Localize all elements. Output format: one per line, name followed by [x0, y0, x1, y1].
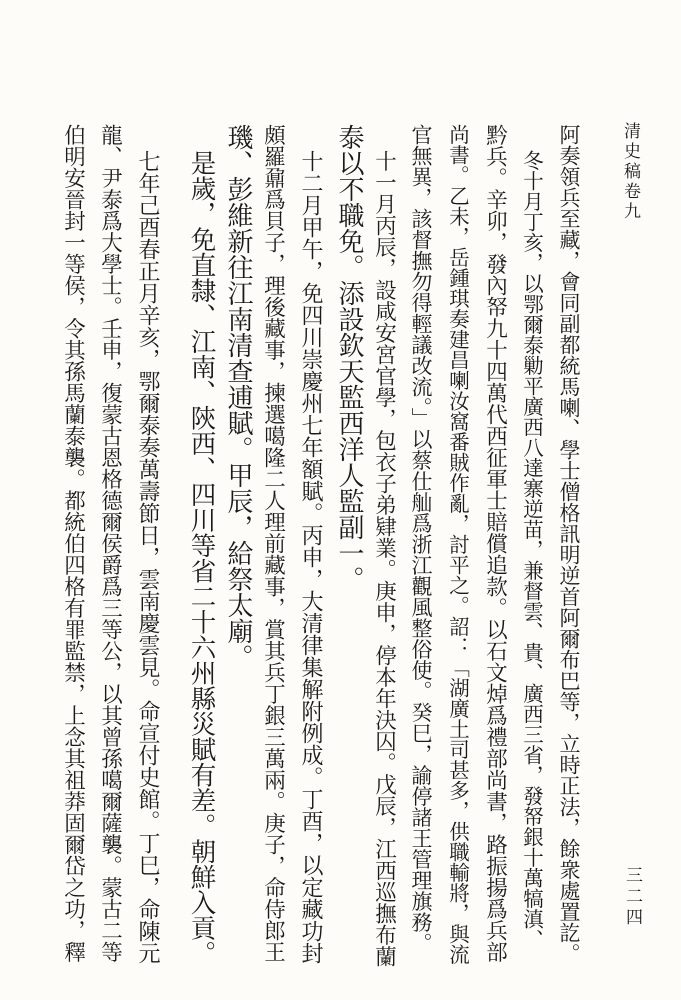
- text-column-11: 是歲，免直隸、江南、陝西、四川等省二十六州縣災賦有差。朝鮮入貢。: [186, 150, 217, 966]
- text-column-12: 七年己酉春正月辛亥，鄂爾泰奏萬壽節日，雲南慶雲見。命宣付史館。丁巳，命陳元: [135, 150, 160, 964]
- book-title: 清史稿卷九: [620, 122, 640, 222]
- page-number: 三二四: [622, 866, 642, 929]
- text-column-6: 十一月丙辰，設咸安宮官學，包衣子弟肄業。庚申，停本年決囚。戊辰，江西巡撫布蘭: [371, 150, 397, 967]
- text-column-2: 冬十月丁亥，以鄂爾泰勦平廣西八達寨逆苗，兼督雲、貴、廣西三省，發帑銀十萬犒滇、: [519, 150, 544, 950]
- text-column-10: 璣、彭維新往江南清查逋賦。甲辰，給祭太廟。: [223, 124, 253, 670]
- text-column-1: 阿奏領兵至藏，會同副都統馬喇、學士僧格訊明逆首阿爾布巴等，立時正法，餘衆處置訖。: [557, 124, 581, 964]
- text-column-8: 十二月甲午，免四川崇慶州七年額賦。丙申，大清律集解附例成。丁酉，以定藏功封: [298, 150, 323, 964]
- text-column-4: 尚書。乙未，岳鍾琪奏建昌喇汝窩番賊作亂，討平之。詔：「湖廣土司甚多，供職輸將，與流: [445, 124, 470, 965]
- text-column-5: 官無異，該督撫勿得輕議改流。」以蔡仕舢爲浙江觀風整俗使。癸巳，諭停諸王管理旗務。: [409, 124, 433, 954]
- text-column-7: 泰以不職免。添設欽天監西洋人監副一。: [334, 124, 364, 592]
- text-column-9: 頗羅鼐爲貝子，理後藏事，揀選噶隆二人理前藏事，賞其兵丁銀三萬兩。庚子，命侍郎王: [260, 124, 286, 963]
- text-column-14: 伯明安晉封一等侯，令其孫馬蘭泰襲。都統伯四格有罪監禁，上念其祖莽固爾岱之功，釋: [60, 124, 86, 963]
- text-column-3: 黔兵。辛卯，發內帑九十四萬代西征軍士賠償追款。以石文焯爲禮部尚書，路振揚爲兵部: [482, 124, 508, 963]
- text-column-13: 龍、尹泰爲大學士。壬申，復蒙古恩格德爾侯爵爲三等公，以其曾孫噶爾薩襲。蒙古二等: [97, 124, 123, 963]
